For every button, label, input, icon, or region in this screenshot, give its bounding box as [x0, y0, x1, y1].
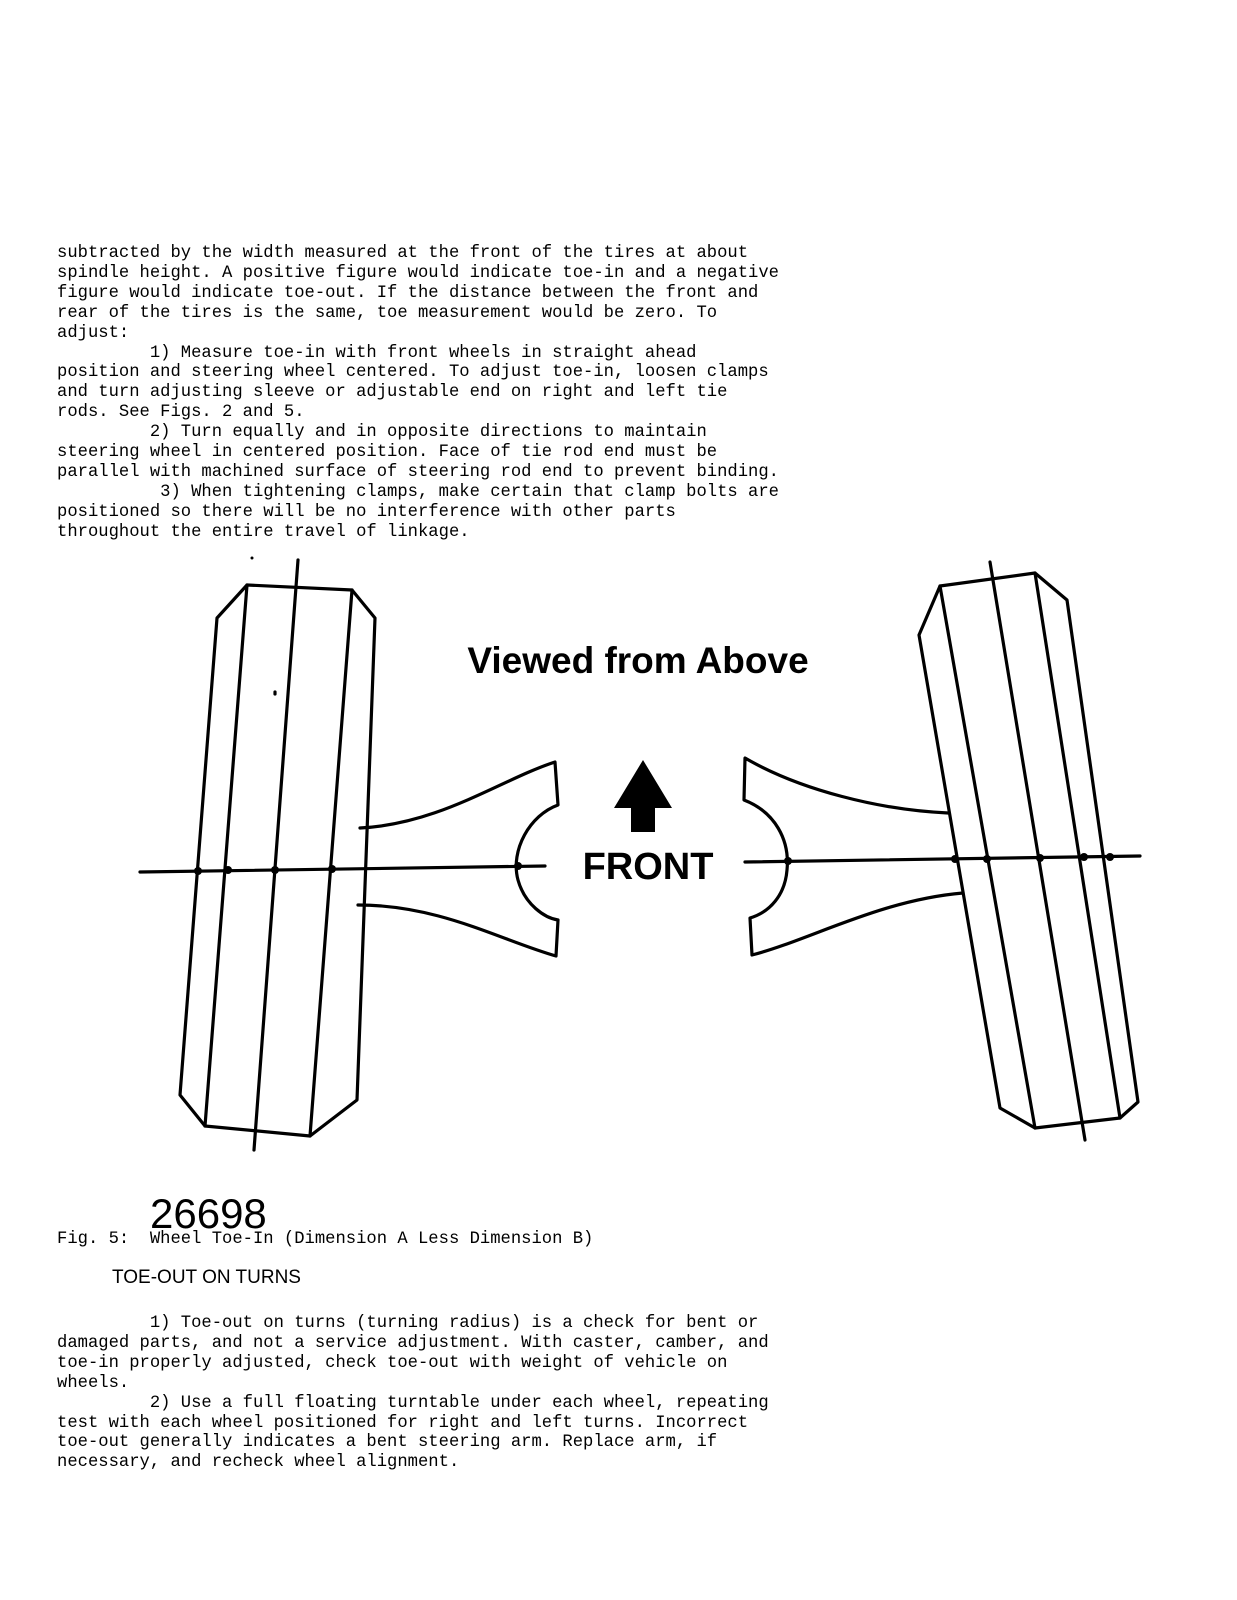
front-arrow-icon: [614, 760, 672, 832]
section-heading: TOE-OUT ON TURNS: [112, 1267, 301, 1288]
figure-caption: Fig. 5: Wheel Toe-In (Dimension A Less Dimension B): [57, 1230, 594, 1249]
view-label: Viewed from Above: [467, 640, 809, 681]
left-spindle: [358, 762, 558, 956]
right-spindle: [744, 758, 963, 955]
front-label: FRONT: [582, 846, 714, 888]
figure-id: 26698: [150, 1190, 267, 1237]
intro-paragraph: subtracted by the width measured at the front of the tires at about spindle height. A positive figure would indicate toe-in and a negative figure would indicate toe-out. If the distance between the front and rear of the tires is the same, toe measurement would be zero. To adjust: 1) Measure toe-in with front wheels in straight ahead position and steering wheel centered. To adjust toe-in, loosen clamps and turn adjusting sleeve or adjustable end on right and left tie rods. See Figs. 2 and 5. 2) Turn equally and in opposite directions to maintain steering wheel in centered position. Face of tie rod end must be parallel with machined surface of steering rod end to prevent binding. 3) When tightening clamps, make certain that clamp bolts are positioned so there will be no interference with other parts throughout the entire travel of linkage.: [57, 244, 779, 542]
toe-in-figure: [0, 540, 1237, 1240]
left-tire: [180, 560, 375, 1150]
right-tire: [919, 562, 1138, 1140]
toe-out-paragraph: 1) Toe-out on turns (turning radius) is a check for bent or damaged parts, and not a service adjustment. With caster, camber, and toe-in properly adjusted, check toe-out with weight of vehicle on wheels. 2) Use a full floating turntable under each wheel, repeating test with each wheel positioned for right and left turns. Incorrect toe-out generally indicates a bent steering arm. Replace arm, if necessary, and recheck wheel alignment.: [57, 1314, 769, 1473]
